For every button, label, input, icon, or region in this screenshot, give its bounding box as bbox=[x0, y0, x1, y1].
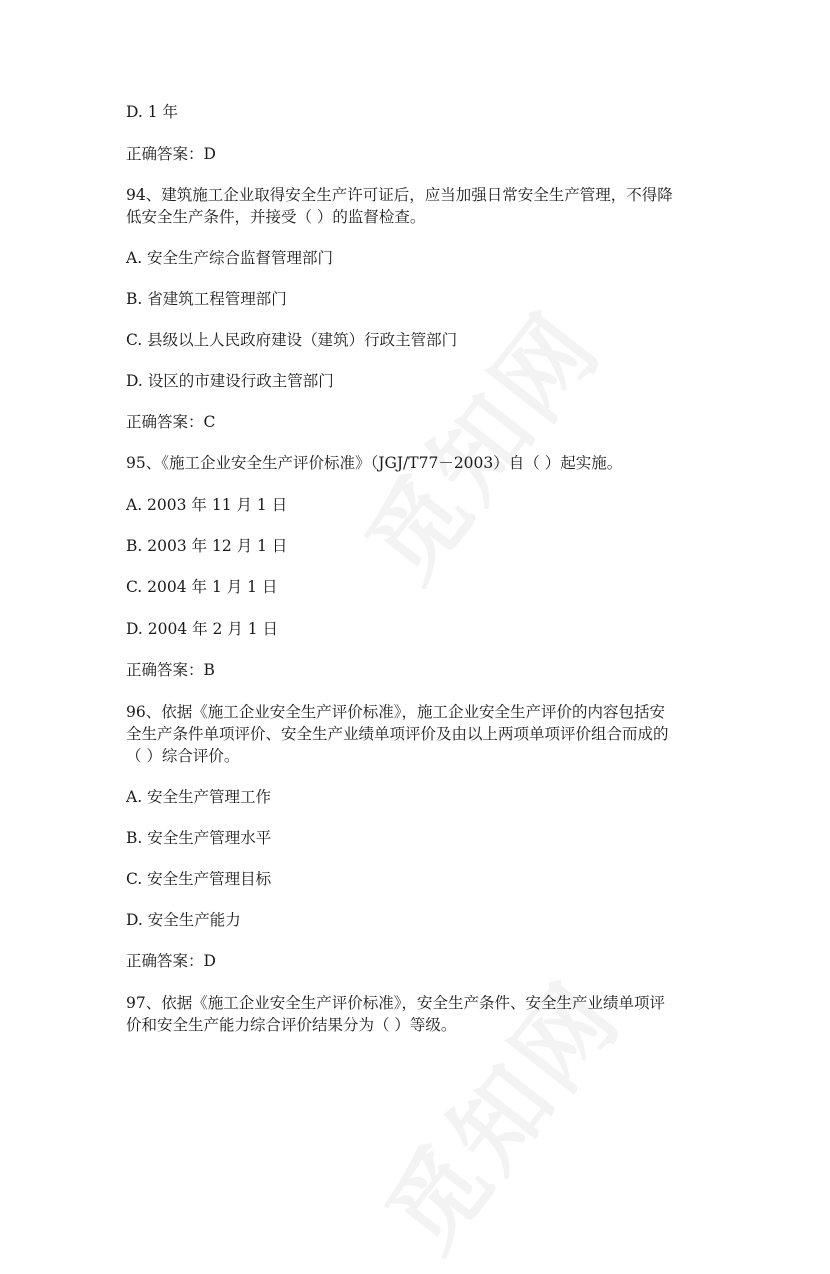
option-line: D. 设区的市建设行政主管部门 bbox=[126, 372, 334, 390]
option-line: A. 2003 年 11 月 1 日 bbox=[126, 496, 288, 514]
question-line: 全生产条件单项评价、安全生产业绩单项评价及由以上两项单项评价组合而成的 bbox=[126, 725, 669, 743]
option-line: A. 安全生产管理工作 bbox=[126, 788, 272, 806]
option-line: B. 安全生产管理水平 bbox=[126, 829, 272, 847]
answer-line: 正确答案：D bbox=[126, 145, 216, 163]
option-line: C. 2004 年 1 月 1 日 bbox=[126, 578, 278, 596]
option-line: C. 县级以上人民政府建设（建筑）行政主管部门 bbox=[126, 331, 458, 349]
option-line: B. 2003 年 12 月 1 日 bbox=[126, 537, 288, 555]
question-line: 97、依据《施工企业安全生产评价标准》，安全生产条件、安全生产业绩单项评 bbox=[126, 994, 665, 1012]
answer-line: 正确答案：B bbox=[126, 661, 215, 679]
watermark-logo bbox=[330, 279, 626, 604]
answer-line: 正确答案：C bbox=[126, 413, 216, 431]
question-line: 低安全生产条件，并接受（ ）的监督检查。 bbox=[126, 208, 426, 226]
question-line: 96、依据《施工企业安全生产评价标准》，施工企业安全生产评价的内容包括安 bbox=[126, 703, 665, 721]
option-line: D. 1 年 bbox=[126, 103, 179, 121]
question-line: 价和安全生产能力综合评价结果分为（ ）等级。 bbox=[126, 1016, 457, 1034]
option-line: D. 2004 年 2 月 1 日 bbox=[126, 620, 279, 638]
option-line: B. 省建筑工程管理部门 bbox=[126, 290, 287, 308]
answer-line: 正确答案：D bbox=[126, 952, 216, 970]
question-line: 94、建筑施工企业取得安全生产许可证后，应当加强日常安全生产管理，不得降 bbox=[126, 186, 673, 204]
question-line: （ ）综合评价。 bbox=[126, 747, 240, 765]
option-line: A. 安全生产综合监督管理部门 bbox=[126, 249, 334, 267]
option-line: D. 安全生产能力 bbox=[126, 911, 241, 929]
option-line: C. 安全生产管理目标 bbox=[126, 870, 272, 888]
question-line: 95、《施工企业安全生产评价标准》（JGJ/T77－2003）自（ ）起实施。 bbox=[126, 454, 623, 472]
